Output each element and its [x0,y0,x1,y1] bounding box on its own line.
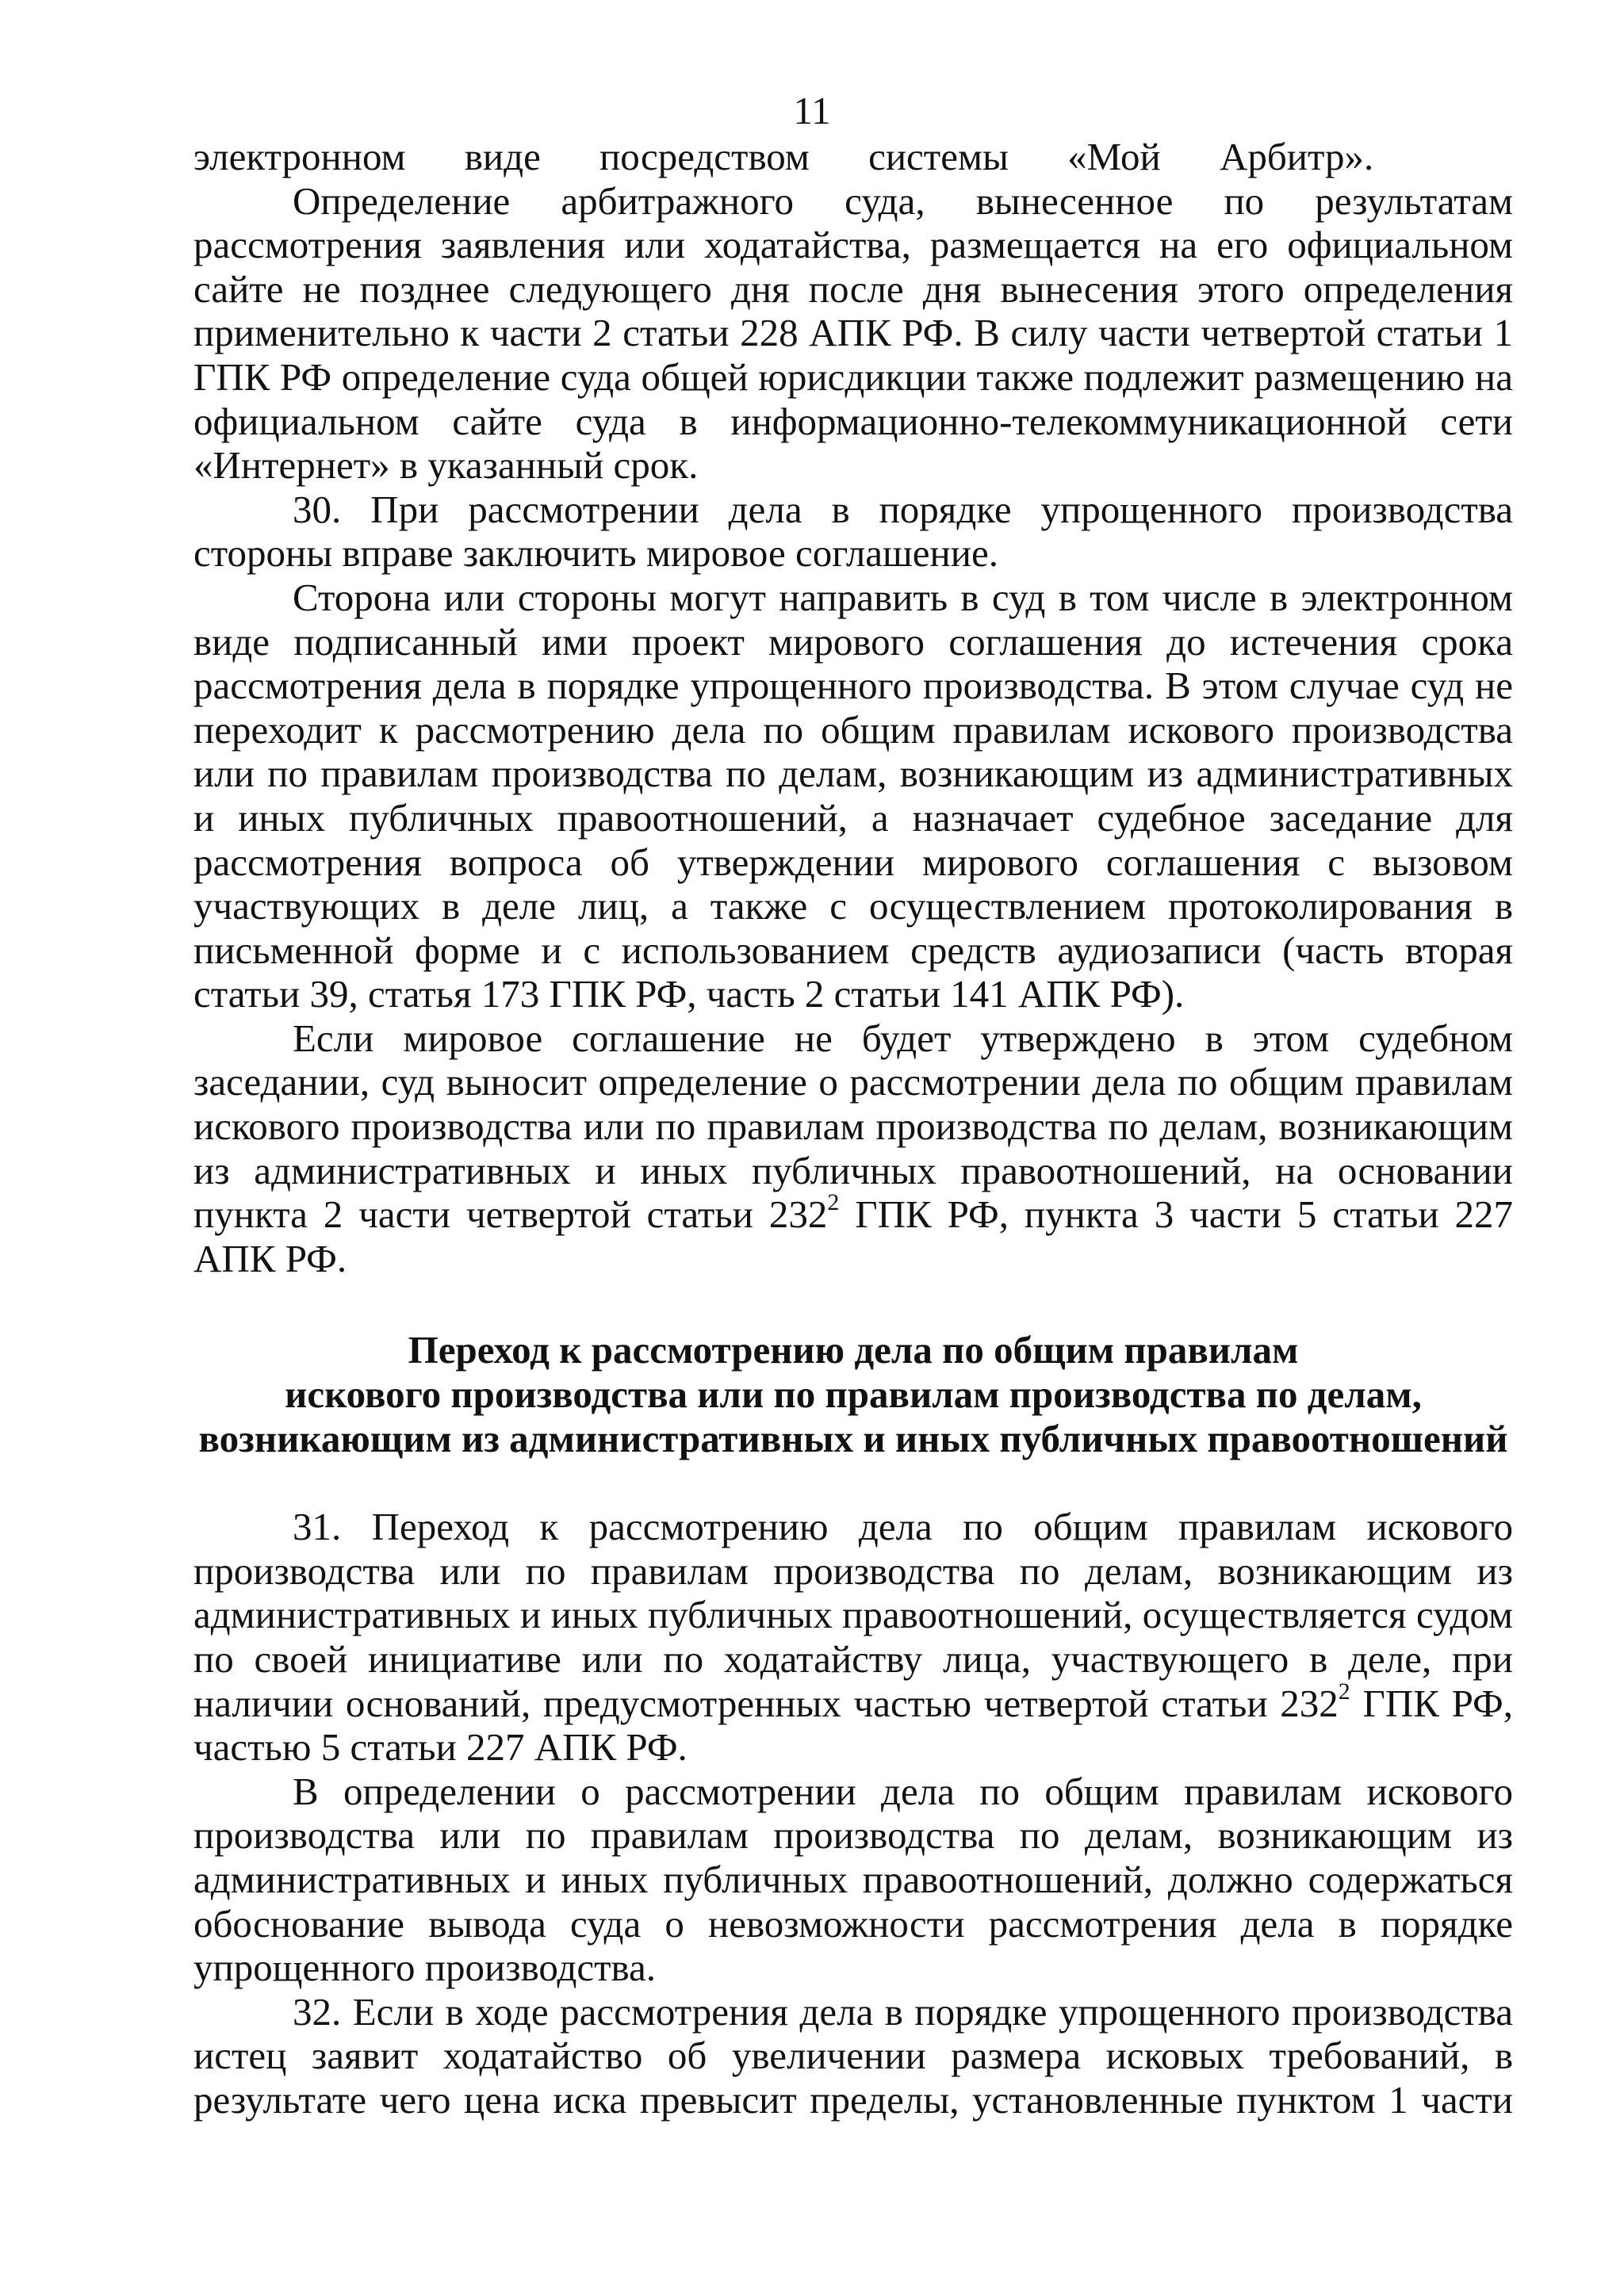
settlement-superscript: 2 [827,1189,840,1216]
paragraph-settlement-draft: Сторона или стороны могут направить в суд в том числе в электронном виде подписанный ими проект мирового соглашения до истечения срока рассмотрения дела в порядке упрощенного производства. В этом случае суд не переходит к рассмотрению дела по общим правилам искового производства или по правилам производства по делам, возникающим из административных и иных публичных правоотношений, а назначает судебное заседание для рассмотрения вопроса об утверждении мирового соглашения с вызовом участвующих в деле лиц, а также с осуществлением протоколирования в письменной форме и с использованием средств аудиозаписи (часть вторая статьи 39, статья 173 ГПК РФ, часть 2 статьи 141 АПК РФ). [193,575,1513,1016]
heading-line-3: возникающим из административных и иных публичных правоотношений [198,1416,1508,1460]
paragraph-31-part1: 31. Переход к рассмотрению дела по общим правилам искового производства или по правилам производства по делам, возникающим из административных и иных публичных правоотношений, осуществляется судом по своей инициативе или по ходатайству лица, участвующего в деле, при наличии оснований, предусмотренных частью четвертой статьи 232 [193,1505,1513,1725]
paragraph-31 [193,1505,1513,1770]
paragraph-settlement-not-approved [193,1016,1513,1281]
heading-line-2: искового производства или по правилам производства по делам, [285,1372,1422,1417]
heading-line-1: Переход к рассмотрению дела по общим правилам [408,1328,1299,1372]
paragraph-30: 30. При рассмотрении дела в порядке упрощенного производства стороны вправе заключить мировое соглашение. [193,487,1513,576]
body-text [193,135,1513,2122]
settlement-text-part2: ГПК РФ, пункта 3 части 5 статьи 227 АПК РФ. [193,1192,1513,1280]
settlement-text-part1: Если мировое соглашение не будет утверждено в этом судебном заседании, суд выносит определение о рассмотрении дела по общим правилам искового производства или по правилам производства по делам, возникающим из административных и иных публичных правоотношений, на основании пункта 2 части четвертой статьи 232 [193,1016,1513,1237]
paragraph-31-superscript: 2 [1338,1678,1350,1705]
paragraph-continuation: электронном виде посредством системы «Мой Арбитр». [193,135,1374,178]
paragraph-31-part2: ГПК РФ, частью 5 статьи 227 АПК РФ. [193,1681,1513,1770]
paragraph-32: 32. Если в ходе рассмотрения дела в порядке упрощенного производства истец заявит ходатайство об увеличении размера исковых требований, в результате чего цена иска превысит пределы, установленные пунктом 1 части [193,1989,1513,2122]
paragraph-determination-content: В определении о рассмотрении дела по общим правилам искового производства или по правилам производства по делам, возникающим из административных и иных публичных правоотношений, должно содержаться обоснование вывода суда о невозможности рассмотрения дела в порядке упрощенного производства. [193,1769,1513,1990]
section-heading [193,1328,1513,1460]
page-number: 11 [793,89,831,132]
paragraph-court-determination: Определение арбитражного суда, вынесенное по результатам рассмотрения заявления или ходатайства, размещается на его официальном сайте не позднее следующего дня после дня вынесения этого определения применительно к части 2 статьи 228 АПК РФ. В силу части четвертой статьи 1 ГПК РФ определение суда общей юрисдикции также подлежит размещению на официальном сайте суда в информационно-телекоммуникационной сети «Интернет» в указанный срок. [193,178,1513,488]
